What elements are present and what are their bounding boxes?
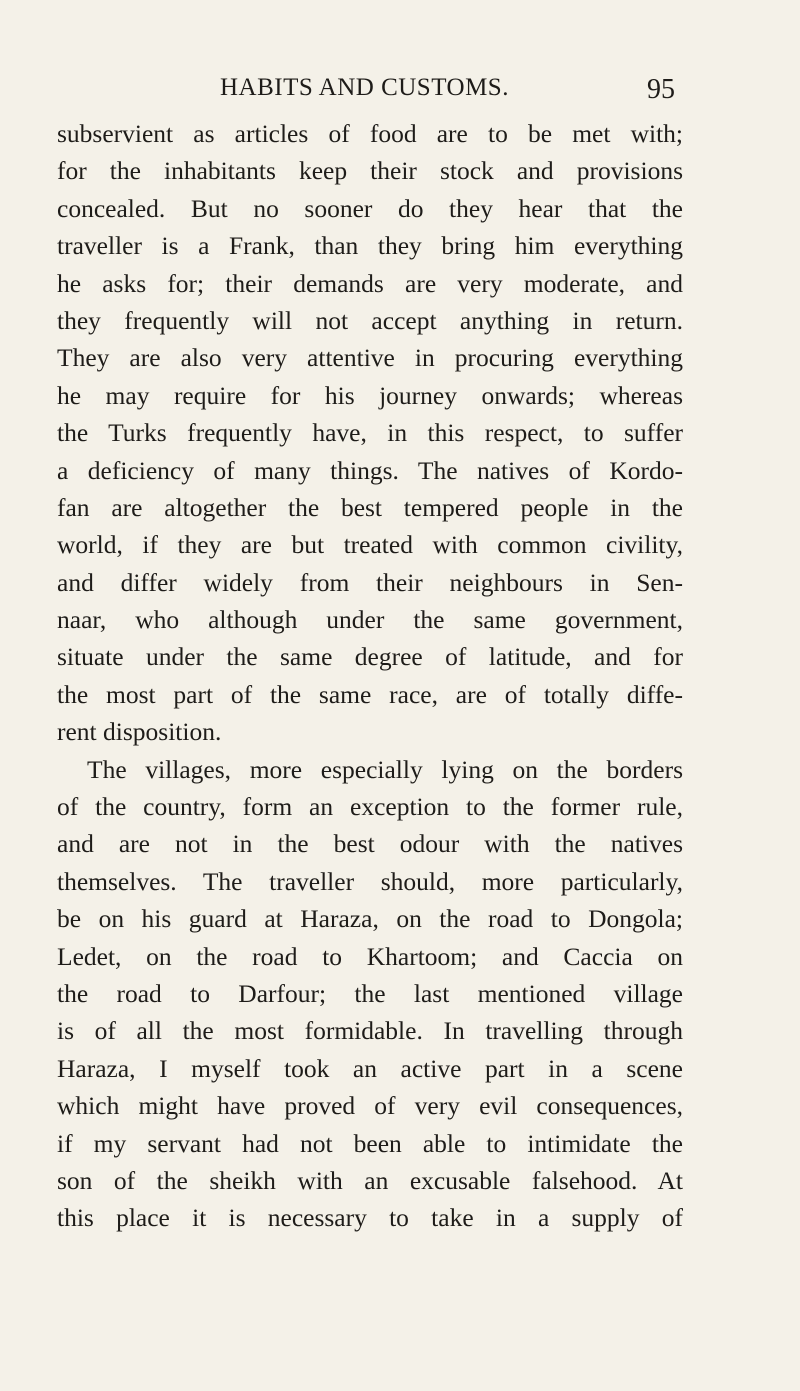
text-line: fan are altogether the best tempered people in the xyxy=(57,492,683,522)
text-line: the Turks frequently have, in this respect, to suffer xyxy=(57,418,683,448)
text-line: traveller is a Frank, than they bring him everything xyxy=(57,231,683,261)
text-line: the most part of the same race, are of totally diffe- xyxy=(57,679,683,709)
text-line: this place it is necessary to take in a supply of xyxy=(57,1203,683,1233)
text-line: themselves. The traveller should, more particularly, xyxy=(57,866,683,896)
text-line: They are also very attentive in procuring everything xyxy=(57,343,683,373)
text-line: they frequently will not accept anything in return. xyxy=(57,305,683,335)
text-line: the road to Darfour; the last mentioned village xyxy=(57,978,683,1008)
text-line: world, if they are but treated with common civility, xyxy=(57,530,683,560)
text-line: and are not in the best odour with the natives xyxy=(57,829,683,859)
paragraph-start-line: The villages, more especially lying on the borders xyxy=(87,754,683,784)
body-text xyxy=(57,115,683,1237)
text-line: for the inhabitants keep their stock and provisions xyxy=(57,156,683,186)
text-line: Haraza, I myself took an active part in a scene xyxy=(57,1053,683,1083)
text-line: Ledet, on the road to Khartoom; and Caccia on xyxy=(57,941,683,971)
running-head: HABITS AND CUSTOMS. xyxy=(220,74,509,101)
text-line: is of all the most formidable. In travelling through xyxy=(57,1016,683,1046)
text-line: and differ widely from their neighbours in Sen- xyxy=(57,567,683,597)
text-line: concealed. But no sooner do they hear that the xyxy=(57,193,683,223)
text-line: which might have proved of very evil consequences, xyxy=(57,1091,683,1121)
text-line: son of the sheikh with an excusable falsehood. At xyxy=(57,1165,683,1195)
text-line: be on his guard at Haraza, on the road to Dongola; xyxy=(57,904,683,934)
text-line: subservient as articles of food are to be met with; xyxy=(57,119,683,148)
text-line: he may require for his journey onwards; whereas xyxy=(57,380,683,410)
text-line: if my servant had not been able to intimidate the xyxy=(57,1128,683,1158)
text-line: of the country, form an exception to the former rule, xyxy=(57,792,683,822)
text-line: a deficiency of many things. The natives of Kordo- xyxy=(57,455,683,485)
text-line: situate under the same degree of latitude, and for xyxy=(57,642,683,672)
paragraph-end-line: rent disposition. xyxy=(57,717,222,747)
text-line: he asks for; their demands are very moderate, and xyxy=(57,268,683,298)
page-number: 95 xyxy=(647,74,675,105)
text-line: naar, who although under the same government, xyxy=(57,605,683,635)
